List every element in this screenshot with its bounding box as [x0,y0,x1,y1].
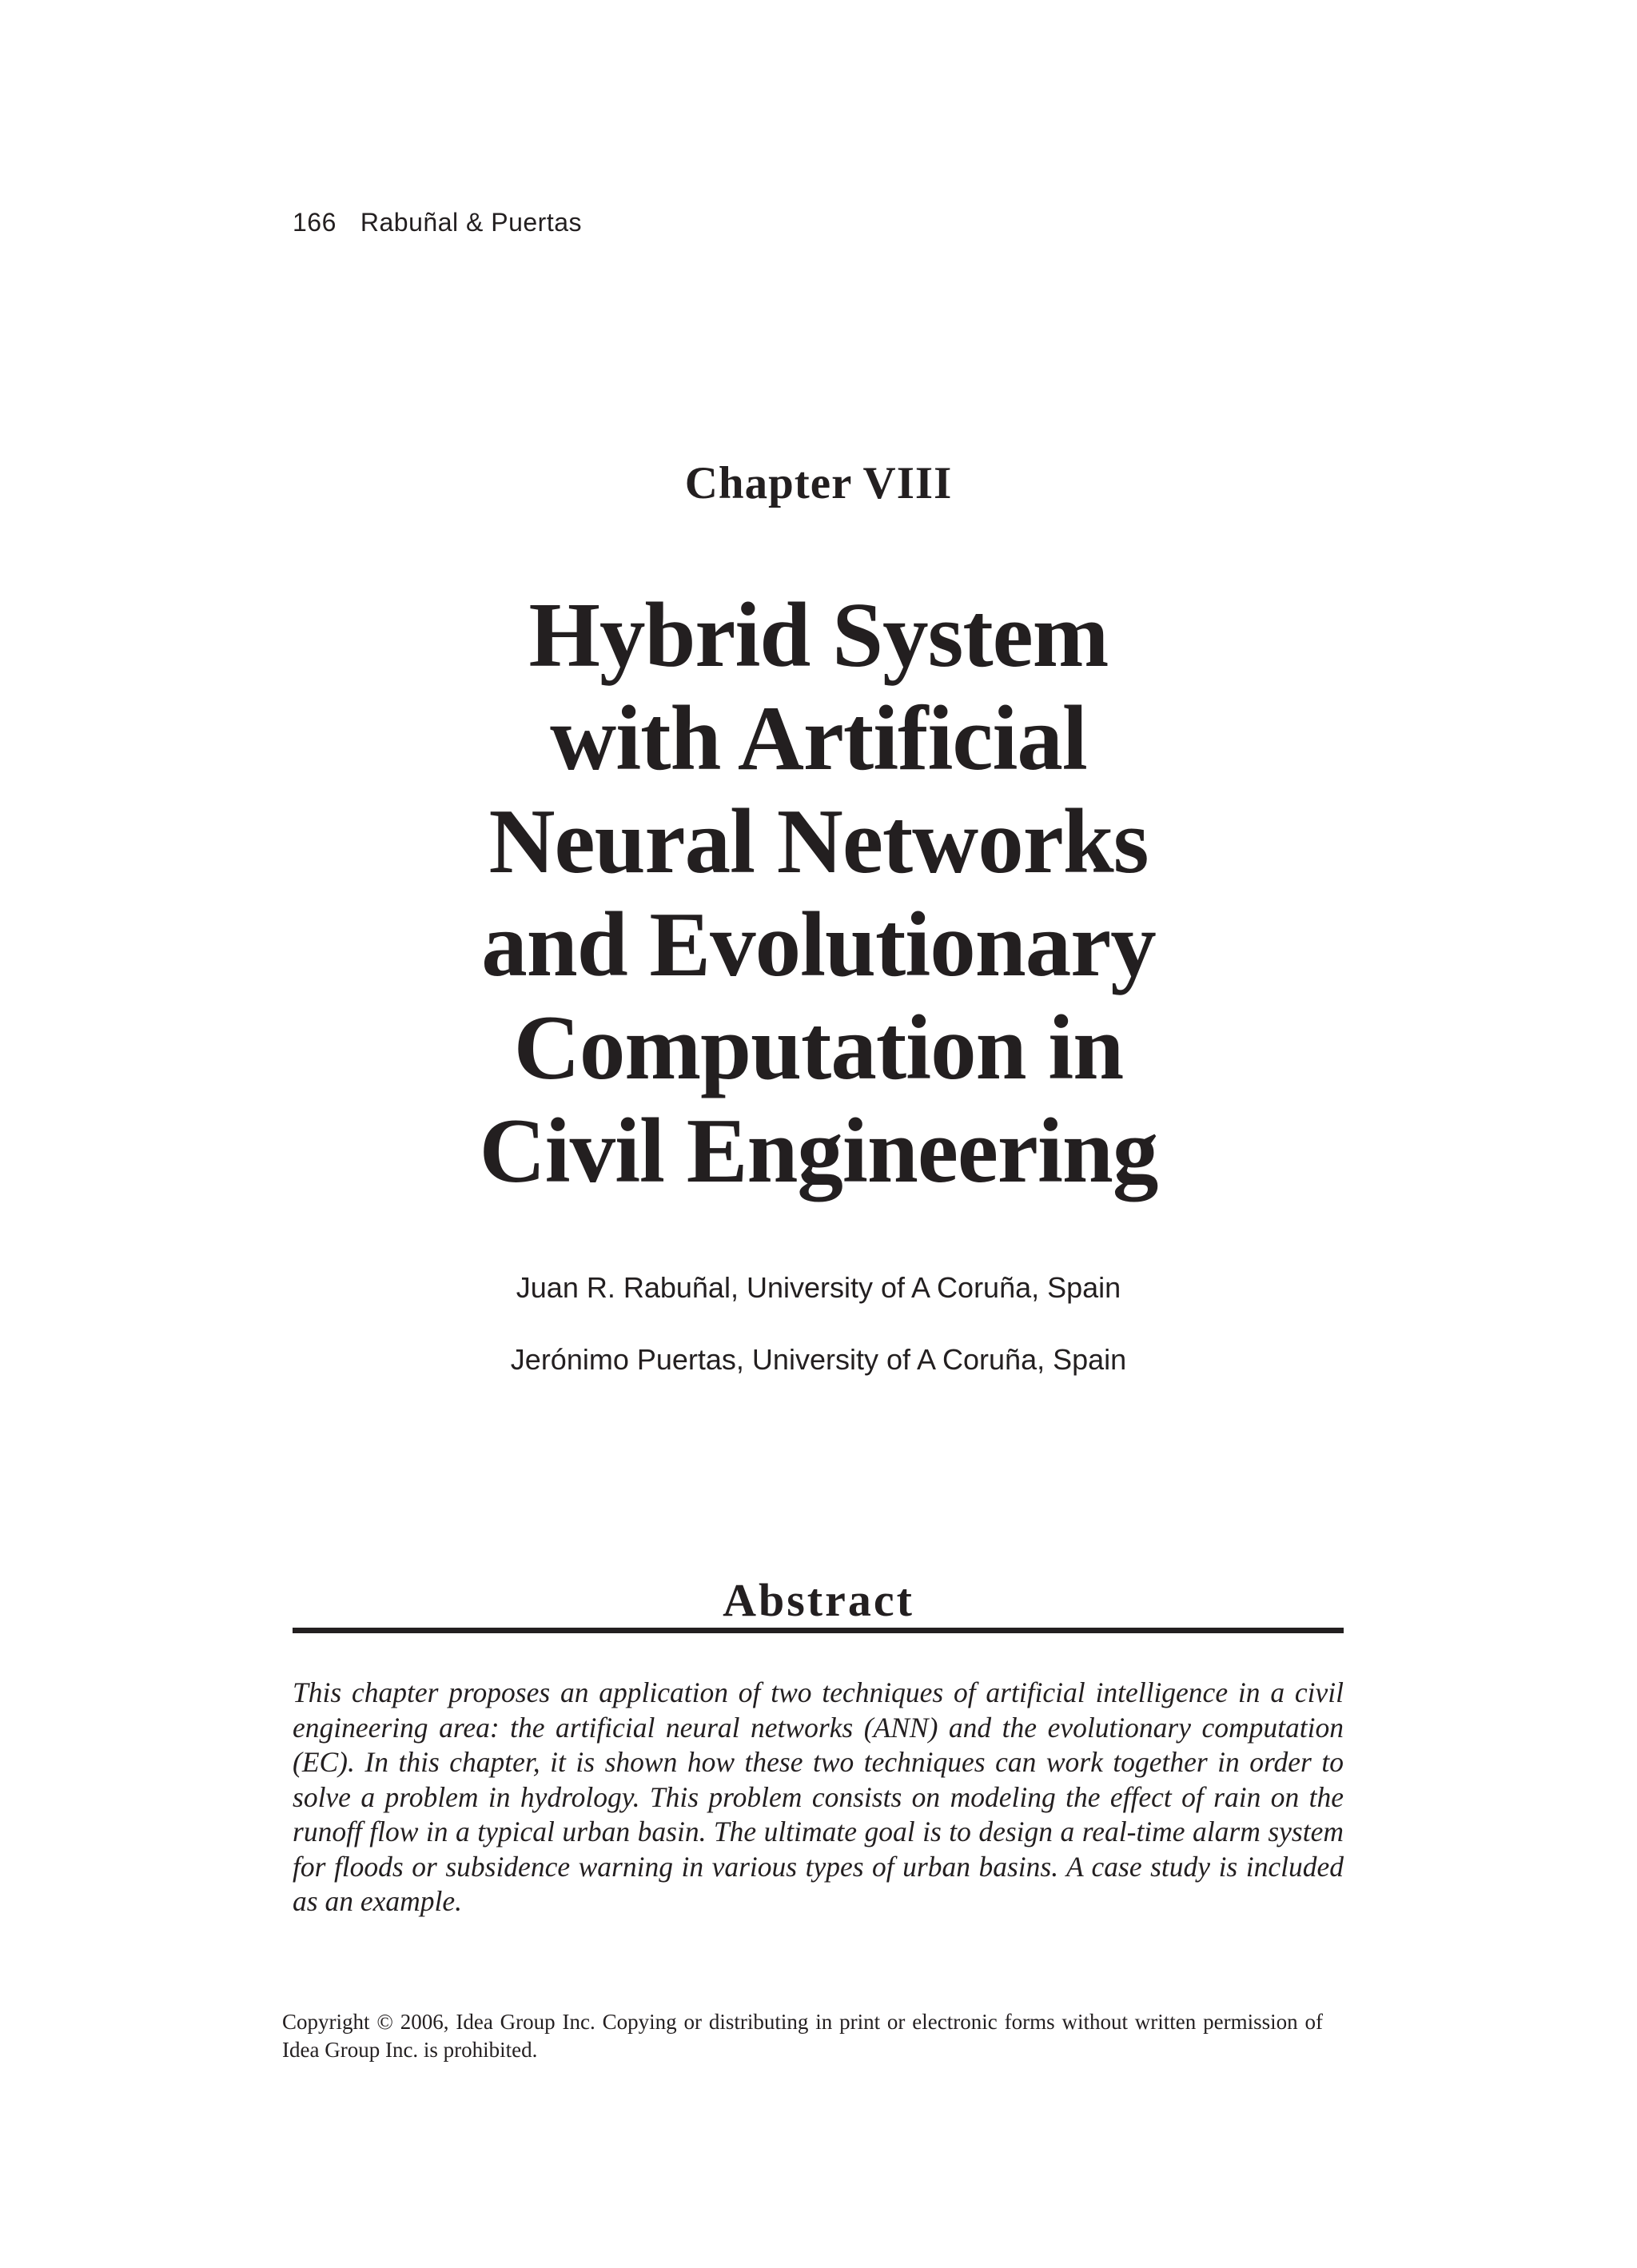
abstract-text: This chapter proposes an application of two techniques of artificial intelligence in a civil engineering area: the artificial neural networks (ANN) and the evolutionary computation (EC). In this chapter, it is shown how these two techniques can work together in order to solve a problem in hydrology. This problem consists on modeling the effect of rain on the runoff flow in a typical urban basin. The ultimate goal is to design a real-time alarm system for floods or subsidence warning in various types of urban basins. A case study is included as an example. [293,1676,1344,1917]
copyright-notice: Copyright © 2006, Idea Group Inc. Copying or distributing in print or electronic forms without written permission of Idea Group Inc. is prohibited. [282,2010,1323,2062]
chapter-title [0,584,1637,1202]
title-line: Neural Networks [488,791,1149,892]
title-line: and Evolutionary [481,894,1156,995]
page-number: 166 [293,208,337,237]
running-head [293,208,582,237]
title-line: Computation in [513,997,1124,1098]
title-line: with Artificial [550,688,1087,789]
abstract-heading: Abstract [723,1574,914,1626]
abstract-divider [293,1628,1344,1633]
author-affiliation: Jerónimo Puertas, University of A Coruña, Spain [510,1343,1127,1376]
running-head-authors: Rabuñal & Puertas [360,208,582,237]
chapter-label: Chapter VIII [684,458,953,508]
title-line: Hybrid System [528,584,1109,686]
title-line: Civil Engineering [479,1100,1158,1202]
author-affiliation: Juan R. Rabuñal, University of A Coruña, Spain [516,1271,1121,1304]
